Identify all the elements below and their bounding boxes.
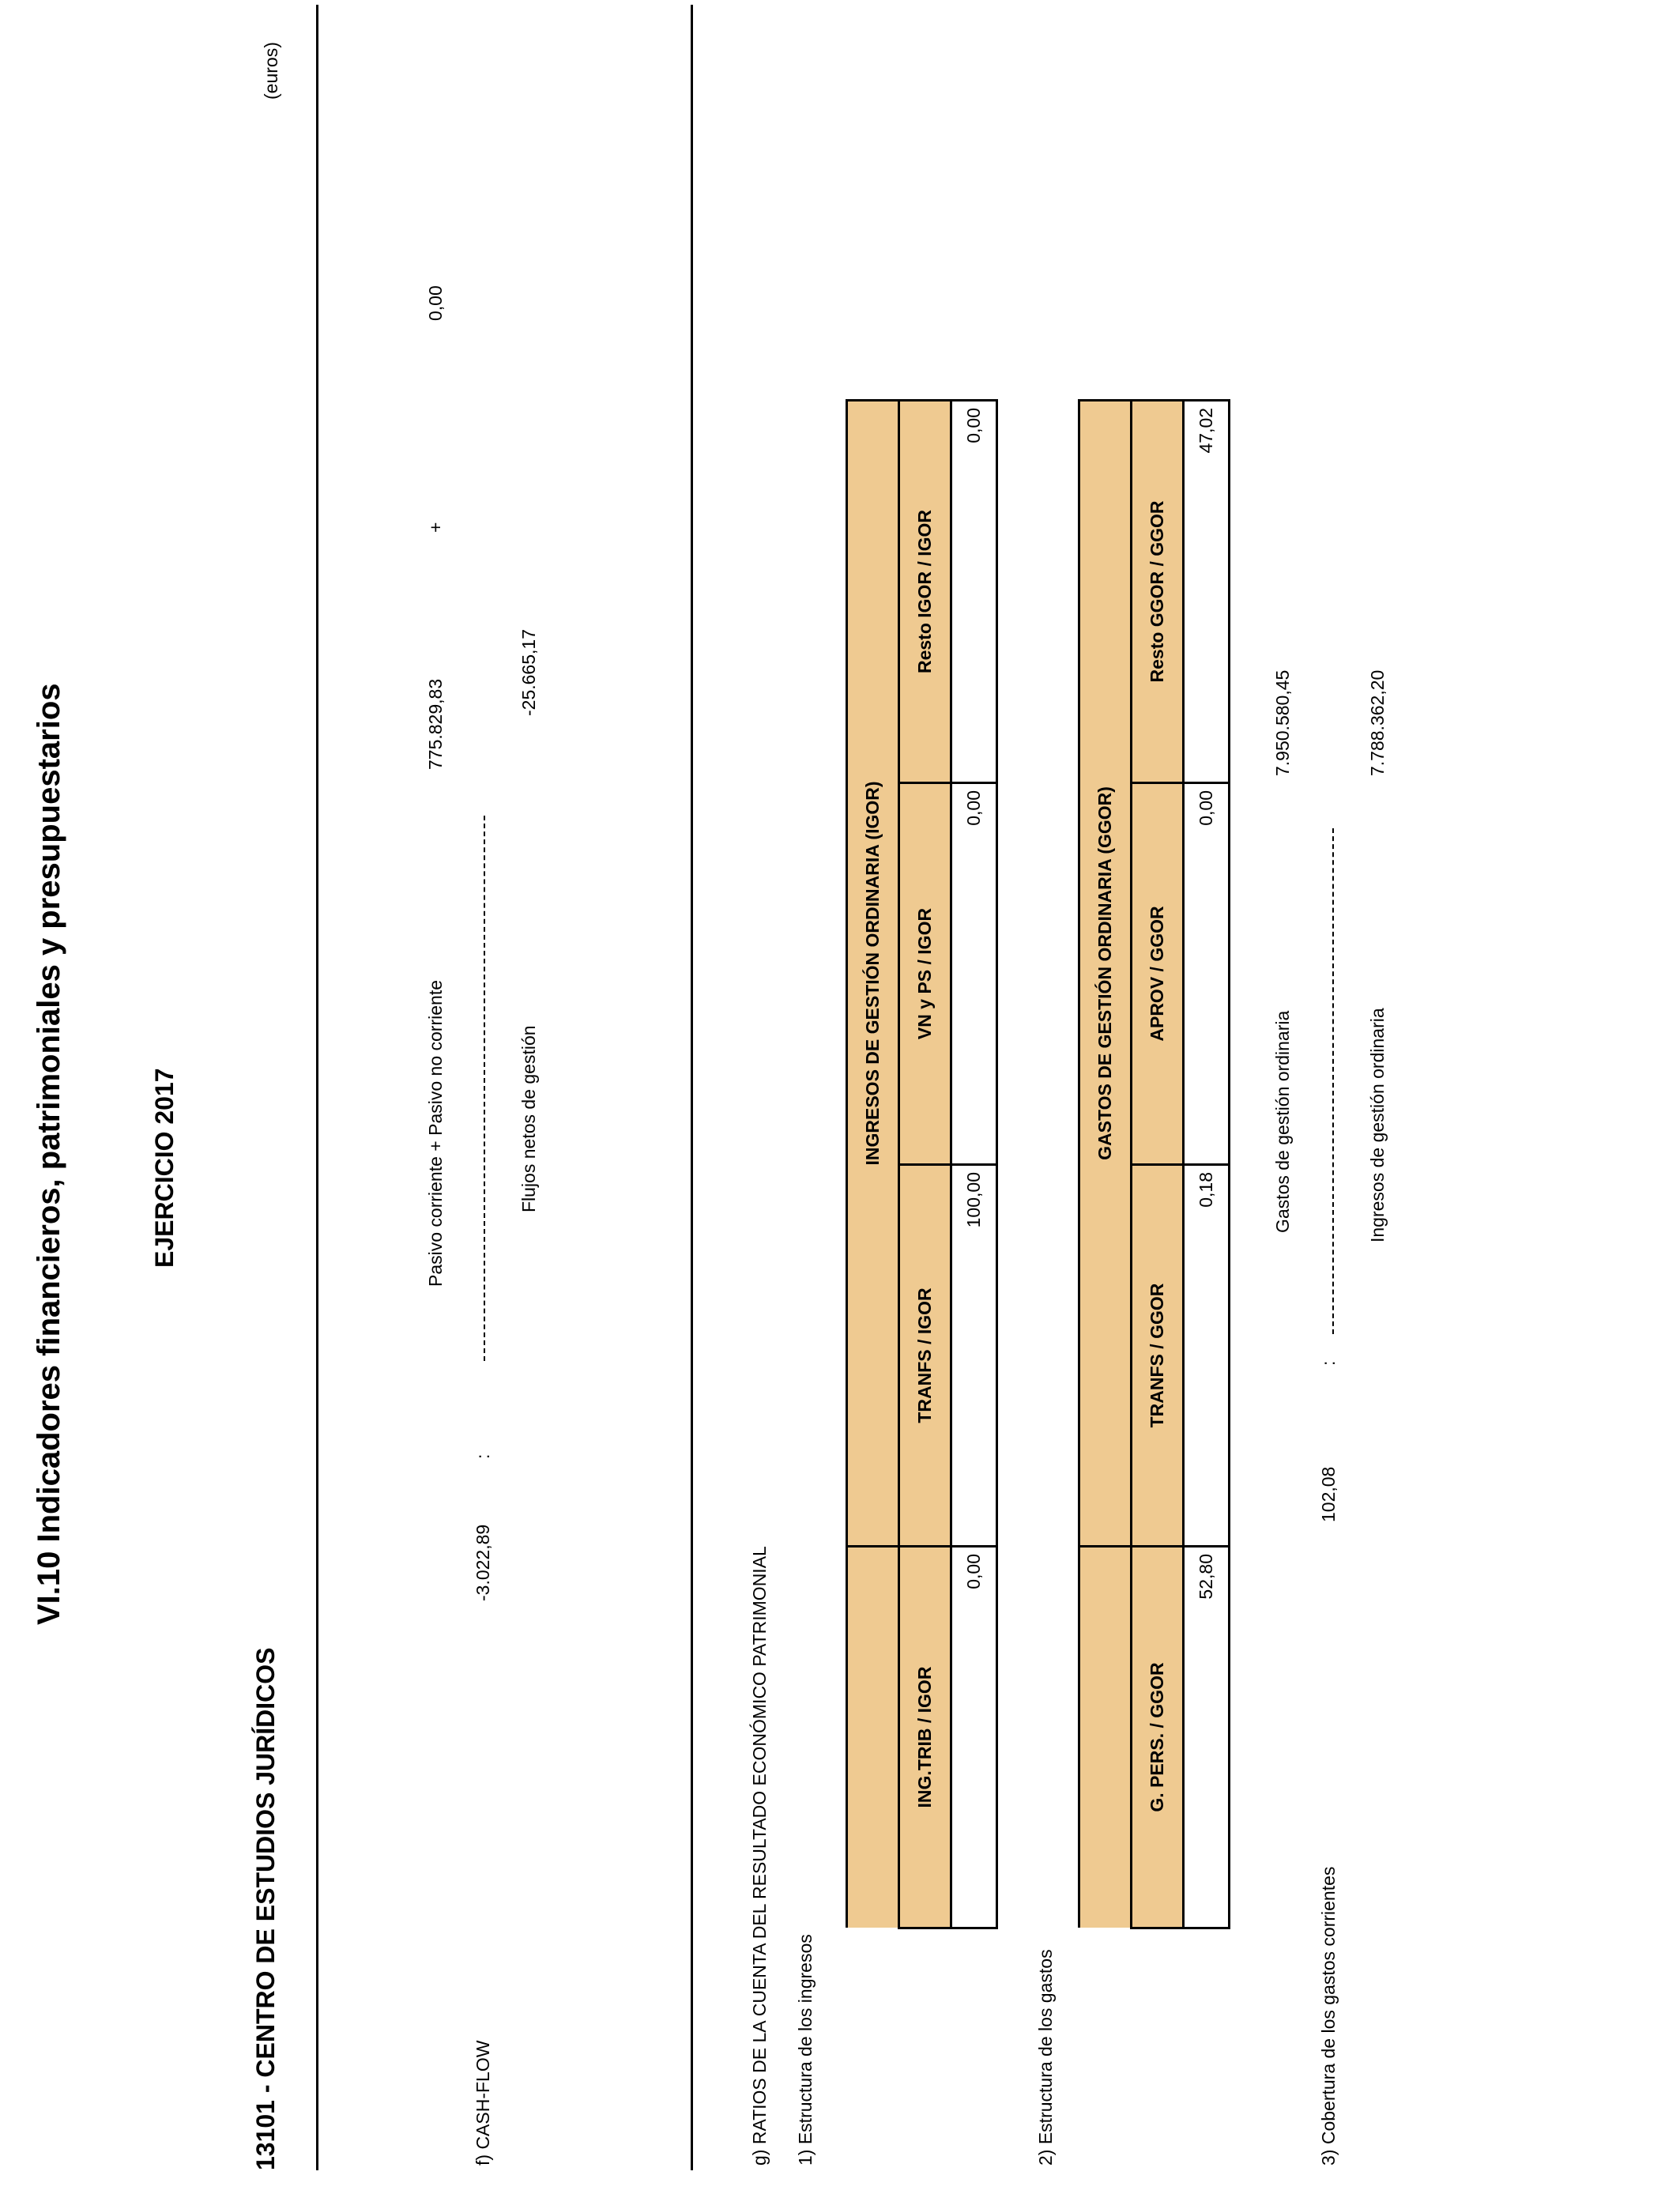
gastos-col-header: Resto GGOR / GGOR — [1132, 400, 1184, 782]
ingresos-col-header: VN y PS / IGOR — [899, 783, 951, 1165]
cobertura-numerator-label: Gastos de gestión ordinaria — [1272, 1010, 1293, 1233]
ingresos-cell: 0,00 — [951, 1547, 997, 1928]
gastos-cell: 47,02 — [1184, 400, 1230, 782]
cashflow-label: f) CASH-FLOW — [473, 2040, 493, 2166]
document-title: VI.10 Indicadores financieros, patrimoniales y presupuestarios — [32, 683, 66, 1625]
cobertura-value: 102,08 — [1318, 1466, 1339, 1522]
cashflow-fraction-line — [484, 816, 485, 1361]
cashflow-numerator-label: Pasivo corriente + Pasivo no corriente — [425, 979, 446, 1287]
cashflow-plus: + — [425, 522, 446, 533]
ingresos-label: 1) Estructura de los ingresos — [795, 1934, 816, 2166]
ingresos-table — [846, 399, 998, 1929]
header-rule — [316, 5, 318, 2170]
gastos-table — [1078, 399, 1230, 1929]
cobertura-fraction-line — [1332, 828, 1334, 1334]
gastos-col-header: TRANFS / GGOR — [1132, 1165, 1184, 1547]
entity-name: 13101 - CENTRO DE ESTUDIOS JURÍDICOS — [251, 1647, 280, 2170]
cashflow-denominator-value: -25.665,17 — [518, 629, 539, 716]
ingresos-col-header: ING.TRIB / IGOR — [899, 1547, 951, 1928]
cobertura-denominator-value: 7.788.362,20 — [1367, 669, 1388, 776]
gastos-label: 2) Estructura de los gastos — [1035, 1949, 1056, 2166]
cashflow-extra-value: 0,00 — [425, 285, 446, 321]
gastos-table-title: GASTOS DE GESTIÓN ORDINARIA (GGOR) — [1079, 400, 1132, 1546]
ingresos-cell: 100,00 — [951, 1165, 997, 1547]
cobertura-label: 3) Cobertura de los gastos corrientes — [1318, 1866, 1339, 2166]
gastos-cell: 0,00 — [1184, 783, 1230, 1165]
document-subtitle: EJERCICIO 2017 — [150, 1068, 179, 1268]
cashflow-numerator-value: 775.829,83 — [425, 678, 446, 770]
gastos-col-header: G. PERS. / GGOR — [1132, 1547, 1184, 1928]
gastos-col-header: APROV / GGOR — [1132, 783, 1184, 1165]
ingresos-cell: 0,00 — [951, 400, 997, 782]
ratios-section-label: g) RATIOS DE LA CUENTA DEL RESULTADO ECONÓMICO PATRIMONIAL — [749, 1546, 770, 2166]
cashflow-denominator-label: Flujos netos de gestión — [518, 1025, 539, 1212]
ingresos-col-header: Resto IGOR / IGOR — [899, 400, 951, 782]
section-rule — [691, 5, 693, 2170]
currency-note: (euros) — [261, 42, 281, 100]
cobertura-colon: : — [1318, 1360, 1339, 1366]
ingresos-cell: 0,00 — [951, 783, 997, 1165]
gastos-cell: 52,80 — [1184, 1547, 1230, 1928]
cashflow-value: -3.022,89 — [473, 1524, 493, 1601]
gastos-cell: 0,18 — [1184, 1165, 1230, 1547]
cobertura-numerator-value: 7.950.580,45 — [1272, 669, 1293, 776]
ingresos-table-title: INGRESOS DE GESTIÓN ORDINARIA (IGOR) — [847, 400, 899, 1546]
ingresos-col-header: TRANFS / IGOR — [899, 1165, 951, 1547]
cobertura-denominator-label: Ingresos de gestión ordinaria — [1367, 1008, 1388, 1242]
cashflow-colon: : — [473, 1453, 493, 1459]
